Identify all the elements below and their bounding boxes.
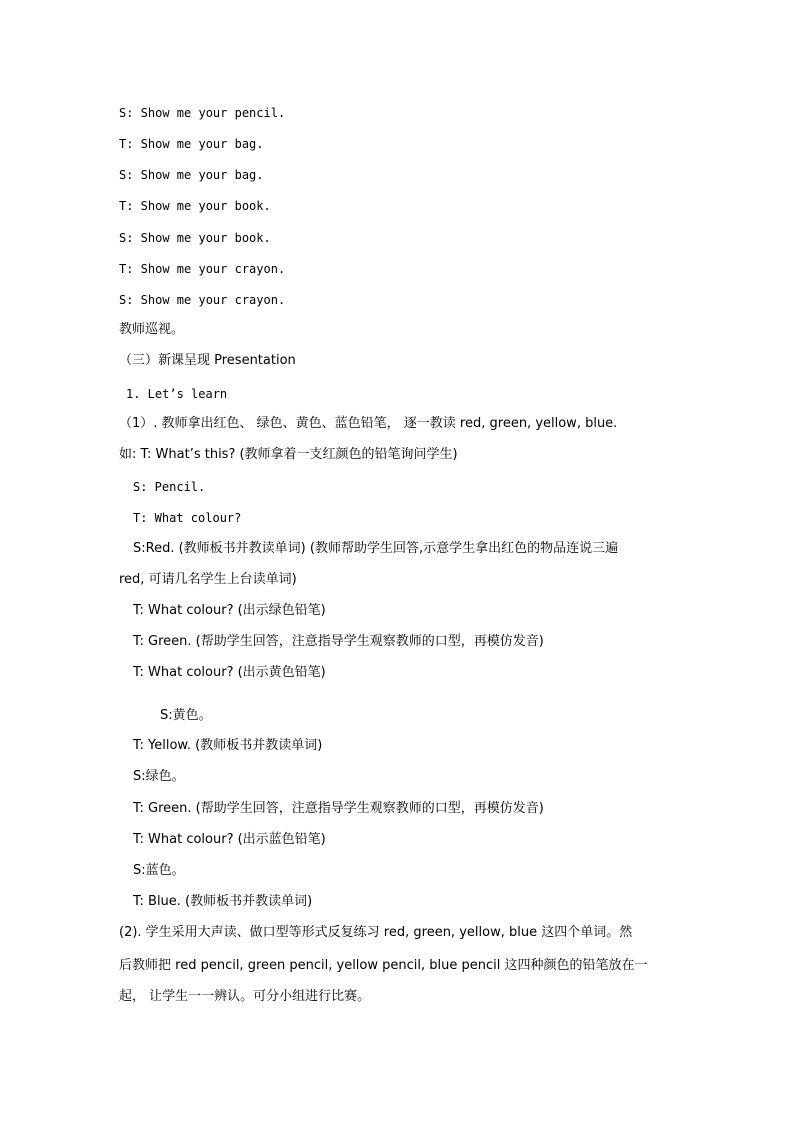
- dialogue-line: S: Show me your crayon.: [119, 293, 286, 307]
- dialogue-line: T: What colour? (出示绿色铅笔): [133, 603, 326, 618]
- dialogue-line: T: Blue. (教师板书并教读单词): [133, 894, 313, 909]
- dialogue-line: T: Show me your book.: [119, 199, 271, 213]
- dialogue-line: T: What colour? (出示蓝色铅笔): [133, 832, 326, 847]
- dialogue-line: S:绿色。: [133, 769, 185, 784]
- dialogue-line: S:Red. (教师板书并教读单词) (教师帮助学生回答,示意学生拿出红色的物品连说三遍: [133, 541, 619, 556]
- dialogue-line: T: Green. (帮助学生回答，注意指导学生观察教师的口型，再模仿发音): [133, 801, 544, 816]
- dialogue-line: S: Show me your pencil.: [119, 106, 286, 120]
- dialogue-line: T: Yellow. (教师板书并教读单词): [133, 738, 323, 753]
- dialogue-line: T: Show me your bag.: [119, 137, 264, 151]
- dialogue-line: S: Show me your bag.: [119, 168, 264, 182]
- dialogue-line: T: Green. (帮助学生回答，注意指导学生观察教师的口型，再模仿发音): [133, 634, 544, 649]
- dialogue-line: T: What colour?: [133, 511, 242, 525]
- paragraph-line: 教师巡视。: [119, 322, 185, 337]
- paragraph-line: 后教师把 red pencil, green pencil, yellow pencil, blue pencil 这四种颜色的铅笔放在一: [119, 958, 648, 973]
- paragraph-line: 起， 让学生一一辨认。可分小组进行比赛。: [119, 989, 371, 1004]
- paragraph-line: (2). 学生采用大声读、做口型等形式反复练习 red, green, yellow, blue 这四个单词。然: [119, 925, 633, 940]
- dialogue-line: S:黄色。: [160, 708, 212, 723]
- dialogue-line: S:蓝色。: [133, 863, 185, 878]
- section-heading: （三）新课呈现 Presentation: [119, 353, 296, 368]
- paragraph-line: red, 可请几名学生上台读单词): [119, 572, 297, 587]
- paragraph-line: 如: T: What’s this? (教师拿着一支红颜色的铅笔询问学生): [119, 447, 458, 462]
- dialogue-line: T: Show me your crayon.: [119, 262, 286, 276]
- dialogue-line: S: Pencil.: [133, 480, 206, 494]
- paragraph-line: （1）. 教师拿出红色、 绿色、黄色、蓝色铅笔， 逐一教读 red, green, yellow, blue.: [119, 416, 618, 431]
- dialogue-line: S: Show me your book.: [119, 231, 271, 245]
- dialogue-line: T: What colour? (出示黄色铅笔): [133, 665, 326, 680]
- subsection-heading: 1. Let’s learn: [126, 387, 228, 401]
